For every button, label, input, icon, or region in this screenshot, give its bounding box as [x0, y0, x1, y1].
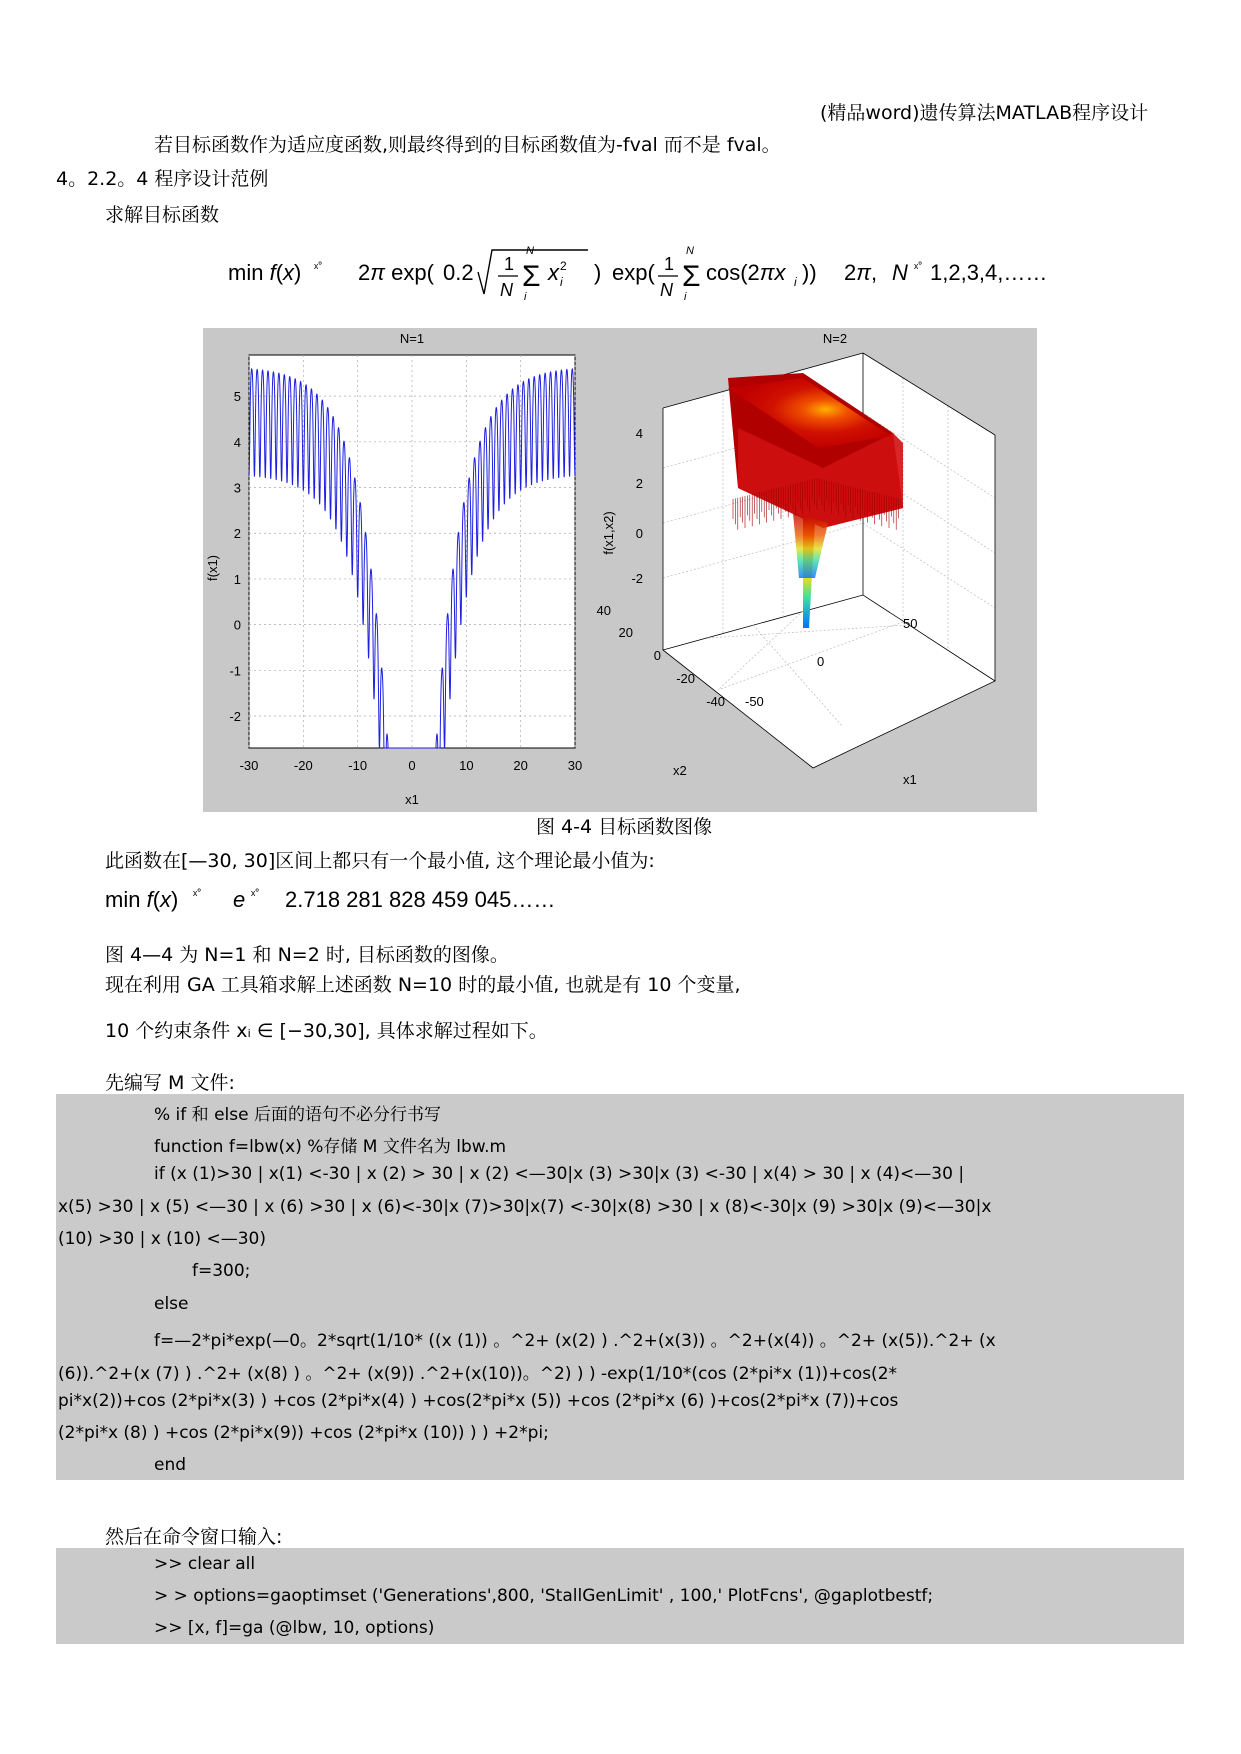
code-line: >> [x, f]=ga (@lbw, 10, options)	[154, 1618, 435, 1638]
min-value-formula	[105, 878, 625, 918]
svg-text:cos(2πx: cos(2πx	[706, 260, 786, 285]
svg-text:N: N	[686, 245, 694, 257]
fig-desc-line: 图 4—4 为 N=1 和 N=2 时, 目标函数的图像。	[105, 944, 509, 966]
left-plot-ytick: -2	[229, 709, 241, 725]
code-line: f=300;	[192, 1261, 251, 1281]
svg-text:min f(x): min f(x)	[105, 887, 179, 912]
svg-text:i: i	[684, 291, 687, 303]
section-heading: 4。2.2。4 程序设计范例	[56, 168, 269, 190]
objective-formula	[228, 236, 1068, 306]
svg-text:1: 1	[664, 254, 675, 274]
code-line: if (x (1)>30 | x(1) <-30 | x (2) > 30 | x (2) <—30|x (3) >30|x (3) <-30 | x(4) > 30 | x (4)<—30 |	[154, 1164, 965, 1184]
left-plot-ytick: 1	[233, 571, 241, 587]
left-plot-ytick: -1	[229, 663, 241, 679]
code-line: >> clear all	[154, 1554, 256, 1574]
svg-text:1: 1	[504, 254, 515, 274]
svg-text:N: N	[500, 280, 513, 300]
left-plot-xtick: -20	[293, 758, 313, 773]
right-plot-x1label: x1	[903, 772, 917, 787]
code-line: % if 和 else 后面的语句不必分行书写	[154, 1105, 441, 1125]
svg-text:ˣ˚: ˣ˚	[251, 887, 260, 902]
code-line: end	[154, 1455, 187, 1475]
right-plot-x1tick: 50	[903, 616, 918, 631]
left-plot-xtick: 0	[408, 758, 416, 773]
svg-text:exp(: exp(	[612, 260, 655, 285]
svg-text:2π exp(: 2π exp(	[358, 260, 434, 285]
left-plot-xtick: -30	[239, 758, 259, 773]
right-plot-x2tick: -20	[676, 671, 695, 686]
svg-text:2.718 281 828 459 045……: 2.718 281 828 459 045……	[285, 887, 556, 912]
figure-panel	[203, 328, 1037, 812]
range-line: 此函数在[—30, 30]区间上都只有一个最小值, 这个理论最小值为:	[105, 850, 655, 872]
left-plot-xtick: 30	[567, 758, 583, 773]
left-plot-ytick: 0	[233, 617, 241, 633]
running-header: (精品word)遗传算法MATLAB程序设计	[820, 102, 1149, 124]
svg-text:)): ))	[802, 260, 817, 285]
right-plot-x2tick: 0	[653, 648, 661, 663]
code-block-mfile	[56, 1094, 1184, 1480]
right-plot-x1tick: -50	[745, 694, 764, 709]
left-plot-title: N=1	[399, 331, 425, 346]
svg-text:ˣ˚: ˣ˚	[914, 260, 923, 275]
svg-text:N: N	[660, 280, 673, 300]
objective-formula-graphic	[228, 236, 1068, 306]
svg-text:i: i	[524, 291, 527, 303]
svg-text:ˣ˚: ˣ˚	[193, 887, 202, 902]
left-plot	[205, 331, 582, 807]
right-plot-zlabel: f(x1,x2)	[601, 511, 616, 555]
right-plot-ztick: 2	[635, 476, 643, 491]
code-line: function f=lbw(x) %存储 M 文件名为 lbw.m	[154, 1137, 507, 1157]
svg-text:i: i	[794, 275, 797, 289]
right-plot-ztick: 4	[635, 426, 643, 441]
ga-line: 现在利用 GA 工具箱求解上述函数 N=10 时的最小值, 也就是有 10 个变量,	[105, 974, 741, 996]
svg-text:0.2: 0.2	[443, 260, 474, 285]
left-plot-xtick: -10	[348, 758, 368, 773]
constraint-line: 10 个约束条件 xᵢ ∈ [−30,30], 具体求解过程如下。	[105, 1020, 548, 1042]
svg-text:i: i	[560, 275, 563, 289]
code-line: > > options=gaoptimset ('Generations',800, 'StallGenLimit' , 100,' PlotFcns', @gaplotbestf;	[154, 1586, 934, 1606]
left-plot-ytick: 5	[233, 389, 241, 405]
svg-text:1,2,3,4,……: 1,2,3,4,……	[930, 260, 1048, 285]
left-plot-ytick: 2	[233, 526, 241, 542]
code-line: x(5) >30 | x (5) <—30 | x (6) >30 | x (6)<-30|x (7)>30|x(7) <-30|x(8) >30 | x (8)<-30|x (9) >30|x (9)<—30|x	[58, 1197, 992, 1217]
min-value-graphic	[105, 878, 625, 918]
right-plot-x2tick: 20	[618, 625, 633, 640]
left-plot-xlabel: x1	[405, 792, 419, 807]
svg-text:Σ: Σ	[682, 260, 701, 293]
right-plot-x2tick: -40	[706, 694, 725, 709]
left-plot-xtick: 20	[513, 758, 528, 773]
intro-paragraph: 若目标函数作为适应度函数,则最终得到的目标函数值为-fval 而不是 fval。	[154, 134, 781, 156]
left-plot-ylabel: f(x1)	[205, 555, 220, 581]
right-plot-x2label: x2	[673, 763, 687, 778]
code-line: f=—2*pi*exp(—0。2*sqrt(1/10* ((x (1)) 。^2+ (x(2) ) .^2+(x(3)) 。^2+(x(4)) 。^2+ (x(5)).^2+ (x	[154, 1331, 996, 1351]
left-plot-ytick: 3	[233, 480, 241, 496]
right-plot-ztick: -2	[631, 571, 643, 586]
right-plot-x2tick: 40	[596, 603, 611, 618]
code-line: else	[154, 1294, 189, 1314]
solve-line: 求解目标函数	[105, 204, 220, 226]
code-line: (2*pi*x (8) ) +cos (2*pi*x(9)) +cos (2*pi*x (10)) ) ) +2*pi;	[58, 1423, 549, 1443]
svg-text:x: x	[548, 260, 559, 285]
code-line: pi*x(2))+cos (2*pi*x(3) ) +cos (2*pi*x(4) ) +cos(2*pi*x (5)) +cos (2*pi*x (6) )+cos(2*pi*x (7))+cos	[58, 1391, 899, 1411]
right-plot	[597, 331, 995, 787]
mfile-line: 先编写 M 文件:	[105, 1072, 235, 1094]
figure-caption: 图 4-4 目标函数图像	[536, 816, 713, 838]
svg-text:2: 2	[560, 259, 567, 273]
command-window-intro: 然后在命令窗口输入:	[105, 1526, 283, 1548]
code-line: (10) >30 | x (10) <—30)	[58, 1229, 266, 1249]
svg-text:Σ: Σ	[522, 260, 541, 293]
left-plot-xtick: 10	[459, 758, 474, 773]
code-block-command	[56, 1548, 1184, 1644]
svg-text:): )	[594, 260, 602, 285]
figure-graphic	[203, 328, 1037, 812]
svg-text:e: e	[233, 887, 246, 912]
code-line: (6)).^2+(x (7) ) .^2+ (x(8) ) 。^2+ (x(9)) .^2+(x(10))。^2) ) ) -exp(1/10*(cos (2*pi*x (1))+cos(2*	[58, 1364, 898, 1384]
left-plot-ytick: 4	[233, 434, 241, 450]
right-plot-title: N=2	[822, 331, 848, 346]
right-plot-x1tick: 0	[817, 654, 825, 669]
svg-text:min f(x): min f(x)	[228, 260, 302, 285]
svg-text:N: N	[526, 245, 534, 257]
right-plot-ztick: 0	[635, 526, 643, 541]
svg-text:ˣ˚: ˣ˚	[314, 260, 323, 275]
svg-text:N: N	[892, 260, 908, 285]
svg-text:2π,: 2π,	[844, 260, 878, 285]
